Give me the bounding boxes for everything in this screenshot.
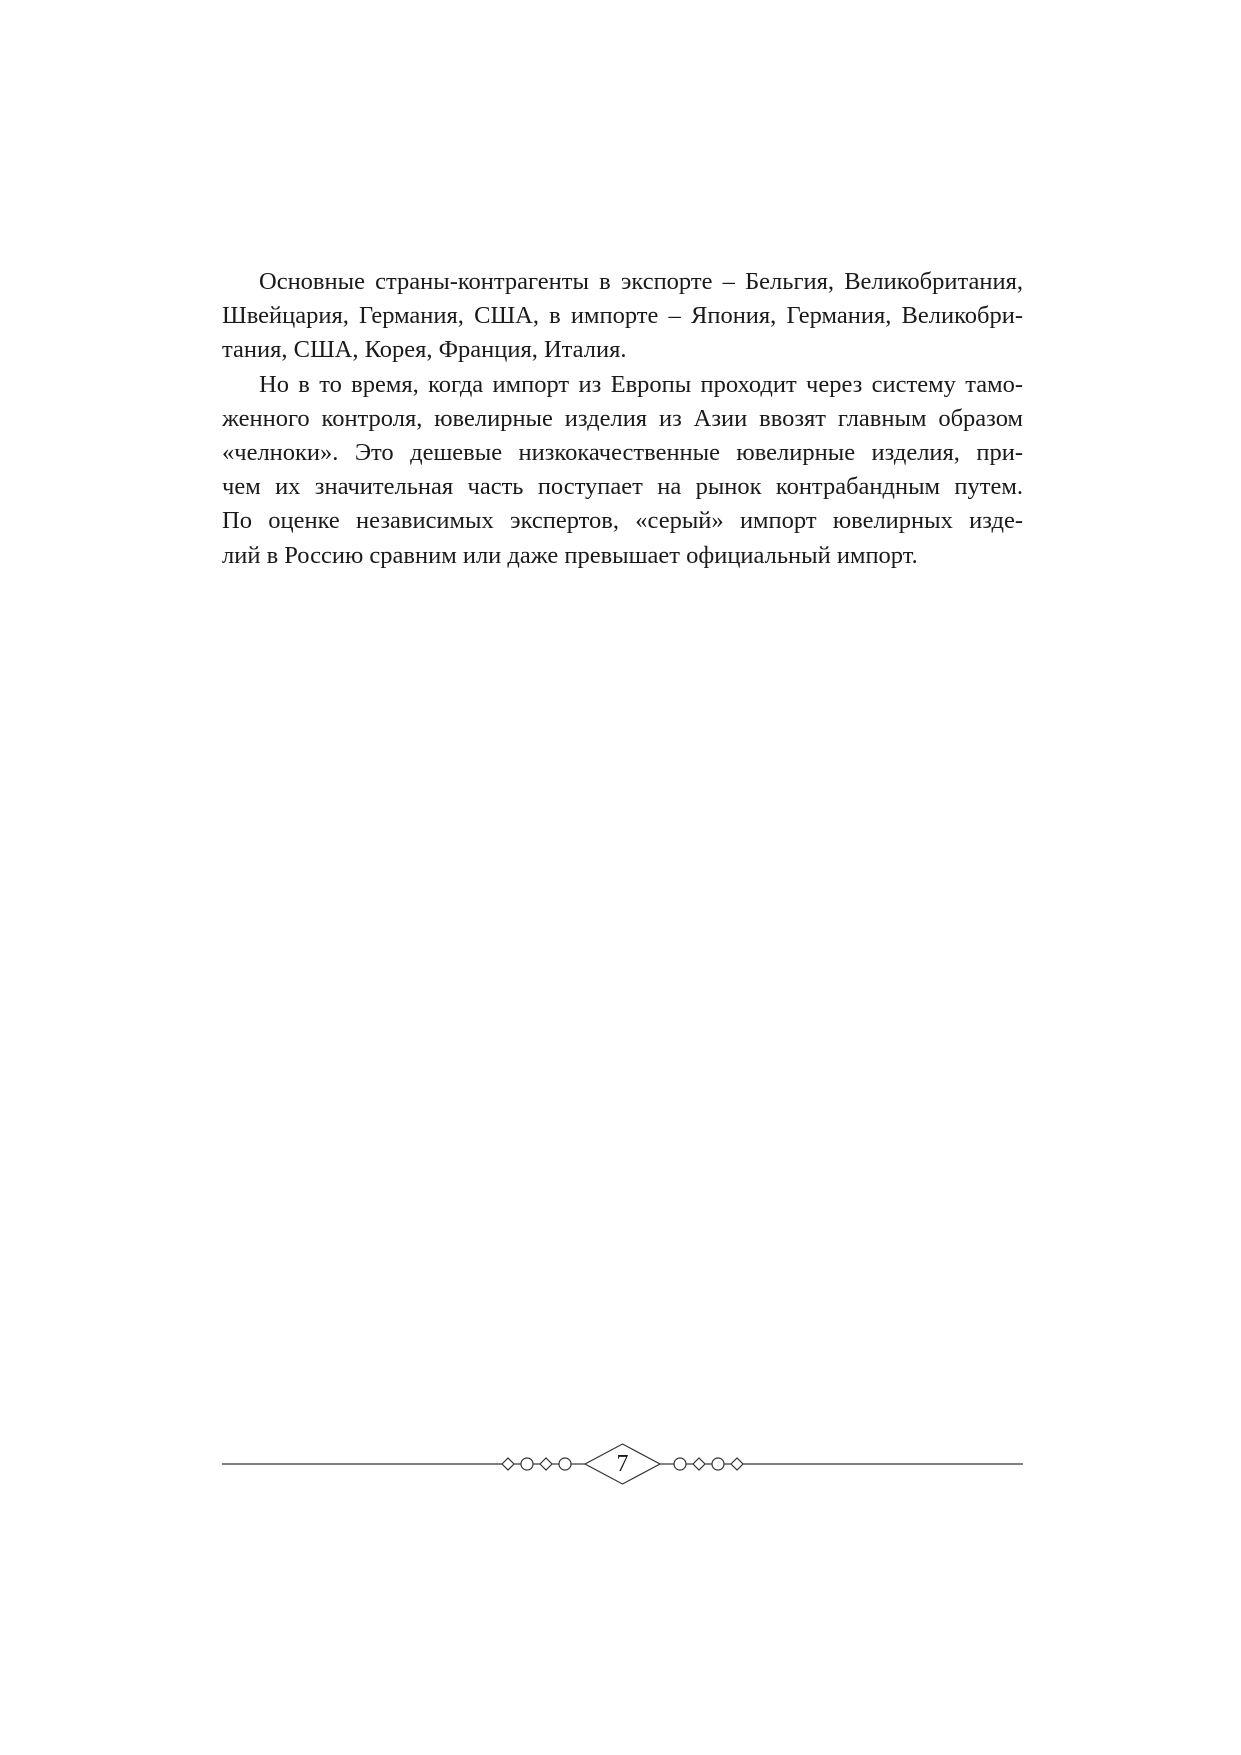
page-number: 7 [616,1451,629,1477]
page-footer [222,1440,1023,1488]
circle-ornament [674,1458,686,1470]
text-line: «челноки». Это дешевые низкокачественные ювелирные изделия, при- [222,438,1023,466]
circle-ornament [521,1458,533,1470]
diamond-ornament [731,1458,743,1470]
diamond-ornament [693,1458,705,1470]
paragraph [222,265,1023,368]
text-line: Швейцария, Германия, США, в импорте – Япония, Германия, Великобри- [222,302,1023,330]
page-number-frame [585,1444,660,1484]
diamond-ornament [502,1458,514,1470]
text-line: женного контроля, ювелирные изделия из Азии ввозят главным образом [222,404,1023,432]
text-line: тания, США, Корея, Франция, Италия. [222,336,627,364]
circle-ornament [712,1458,724,1470]
diamond-ornament [540,1458,552,1470]
text-line: лий в Россию сравним или даже превышает официальный импорт. [222,541,918,569]
body-text [222,265,1023,573]
footer-ornament-divider [222,1440,1023,1488]
paragraph [222,368,1023,573]
circle-ornament [559,1458,571,1470]
text-line: Но в то время, когда импорт из Европы проходит через систему тамо- [259,370,1023,398]
text-line: По оценке независимых экспертов, «серый» импорт ювелирных изде- [222,507,1023,535]
text-line: Основные страны-контрагенты в экспорте – Бельгия, Великобритания, [259,268,1023,295]
text-line: чем их значительная часть поступает на рынок контрабандным путем. [222,473,1023,501]
